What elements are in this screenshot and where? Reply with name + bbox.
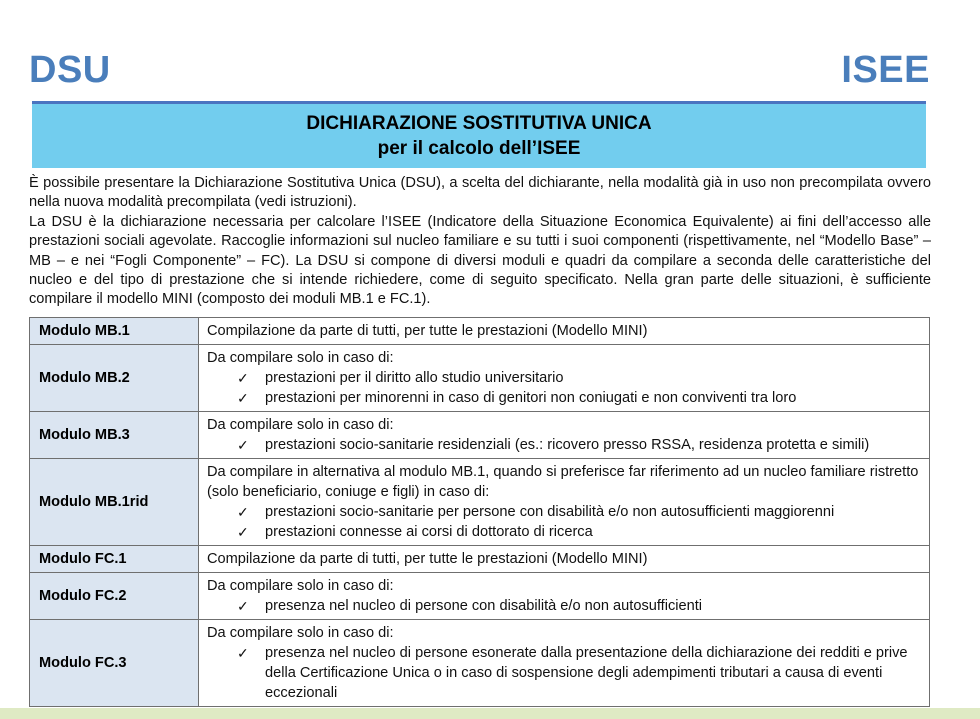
list-item-label: prestazioni per minorenni in caso di genitori non coniugati e non conviventi tra loro (265, 390, 797, 406)
modules-table-body (30, 318, 930, 707)
checkmark-icon: ✓ (237, 504, 249, 520)
module-description-lead: Da compilare solo in caso di: (207, 350, 394, 366)
table-row (30, 345, 930, 412)
module-label-cell: Modulo MB.1 (30, 318, 199, 345)
banner-title-line-1: DICHIARAZIONE SOSTITUTIVA UNICA (306, 113, 652, 134)
table-row (30, 412, 930, 459)
module-description-cell (199, 412, 930, 459)
bottom-green-strip (0, 708, 980, 719)
intro-text (29, 174, 931, 310)
module-label-cell: Modulo MB.1rid (30, 459, 199, 546)
list-item (207, 502, 921, 522)
table-row (30, 318, 930, 345)
list-item-label: prestazioni per il diritto allo studio universitario (265, 370, 564, 386)
module-label-cell: Modulo FC.1 (30, 546, 199, 573)
title-banner (32, 101, 926, 168)
list-item-label: presenza nel nucleo di persone con disabilità e/o non autosufficienti (265, 598, 703, 614)
list-item-label: prestazioni socio-sanitarie residenziali (es.: ricovero presso RSSA, residenza protetta e simili) (265, 437, 870, 453)
intro-paragraph-1: È possibile presentare la Dichiarazione Sostitutiva Unica (DSU), a scelta del dichiarante, nella modalità già in uso non precompilata ovvero nella nuova modalità precompilata (vedi istruzioni). (29, 175, 931, 211)
table-row (30, 459, 930, 546)
module-description-cell (199, 345, 930, 412)
module-condition-list (207, 435, 921, 455)
module-description-lead: Compilazione da parte di tutti, per tutte le prestazioni (Modello MINI) (207, 551, 648, 567)
modules-table (29, 317, 930, 707)
module-description-cell (199, 546, 930, 573)
module-description-cell (199, 459, 930, 546)
list-item (207, 368, 921, 388)
list-item-label: prestazioni connesse ai corsi di dottorato di ricerca (265, 524, 593, 540)
intro-paragraph-2: La DSU è la dichiarazione necessaria per calcolare l’ISEE (Indicatore della Situazione Economica Equivalente) ai fini dell’accesso alle prestazioni sociali agevolate. Raccoglie informazioni sul nucleo familiare e su tutti i suoi componenti (rispettivamente, nel “Modello Base” – MB – e nei “Fogli Componente” – FC). La DSU si compone di diversi moduli e quadri da compilare a seconda delle caratteristiche del nucleo e del tipo di prestazione che si intende richiedere, come di seguito specificato. Nella gran parte delle situazioni, è sufficiente compilare il modello MINI (composto dei moduli MB.1 e FC.1). (29, 213, 931, 308)
module-description-lead: Da compilare in alternativa al modulo MB.1, quando si preferisce far riferimento ad un nucleo familiare ristretto (solo beneficiario, coniuge e figli) in caso di: (207, 464, 919, 500)
module-description-cell (199, 573, 930, 620)
list-item (207, 435, 921, 455)
checkmark-icon: ✓ (237, 390, 249, 406)
list-item (207, 596, 921, 616)
logo-row (29, 47, 930, 93)
checkmark-icon: ✓ (237, 437, 249, 453)
module-condition-list (207, 368, 921, 408)
module-description-lead: Da compilare solo in caso di: (207, 417, 394, 433)
module-condition-list (207, 502, 921, 542)
banner-title-line-2: per il calcolo dell’ISEE (377, 138, 581, 159)
list-item-label: prestazioni socio-sanitarie per persone con disabilità e/o non autosufficienti maggiorenni (265, 504, 835, 520)
table-row (30, 573, 930, 620)
module-condition-list (207, 596, 921, 616)
list-item (207, 388, 921, 408)
dsu-logo: DSU (29, 49, 111, 91)
module-description-lead: Da compilare solo in caso di: (207, 625, 394, 641)
module-description-cell (199, 620, 930, 707)
module-label-cell: Modulo MB.3 (30, 412, 199, 459)
module-description-lead: Da compilare solo in caso di: (207, 578, 394, 594)
module-description-cell (199, 318, 930, 345)
list-item-label: presenza nel nucleo di persone esonerate dalla presentazione della dichiarazione dei redditi e prive della Certificazione Unica o in caso di sospensione degli adempimenti tributari a causa di eventi eccezionali (265, 645, 908, 701)
checkmark-icon: ✓ (237, 370, 249, 386)
list-item (207, 522, 921, 542)
module-condition-list (207, 643, 921, 703)
module-label-cell: Modulo MB.2 (30, 345, 199, 412)
list-item (207, 643, 921, 703)
checkmark-icon: ✓ (237, 645, 249, 661)
module-label-cell: Modulo FC.2 (30, 573, 199, 620)
module-description-lead: Compilazione da parte di tutti, per tutte le prestazioni (Modello MINI) (207, 323, 648, 339)
isee-logo: ISEE (841, 49, 930, 91)
table-row (30, 546, 930, 573)
checkmark-icon: ✓ (237, 598, 249, 614)
table-row (30, 620, 930, 707)
checkmark-icon: ✓ (237, 524, 249, 540)
module-label-cell: Modulo FC.3 (30, 620, 199, 707)
